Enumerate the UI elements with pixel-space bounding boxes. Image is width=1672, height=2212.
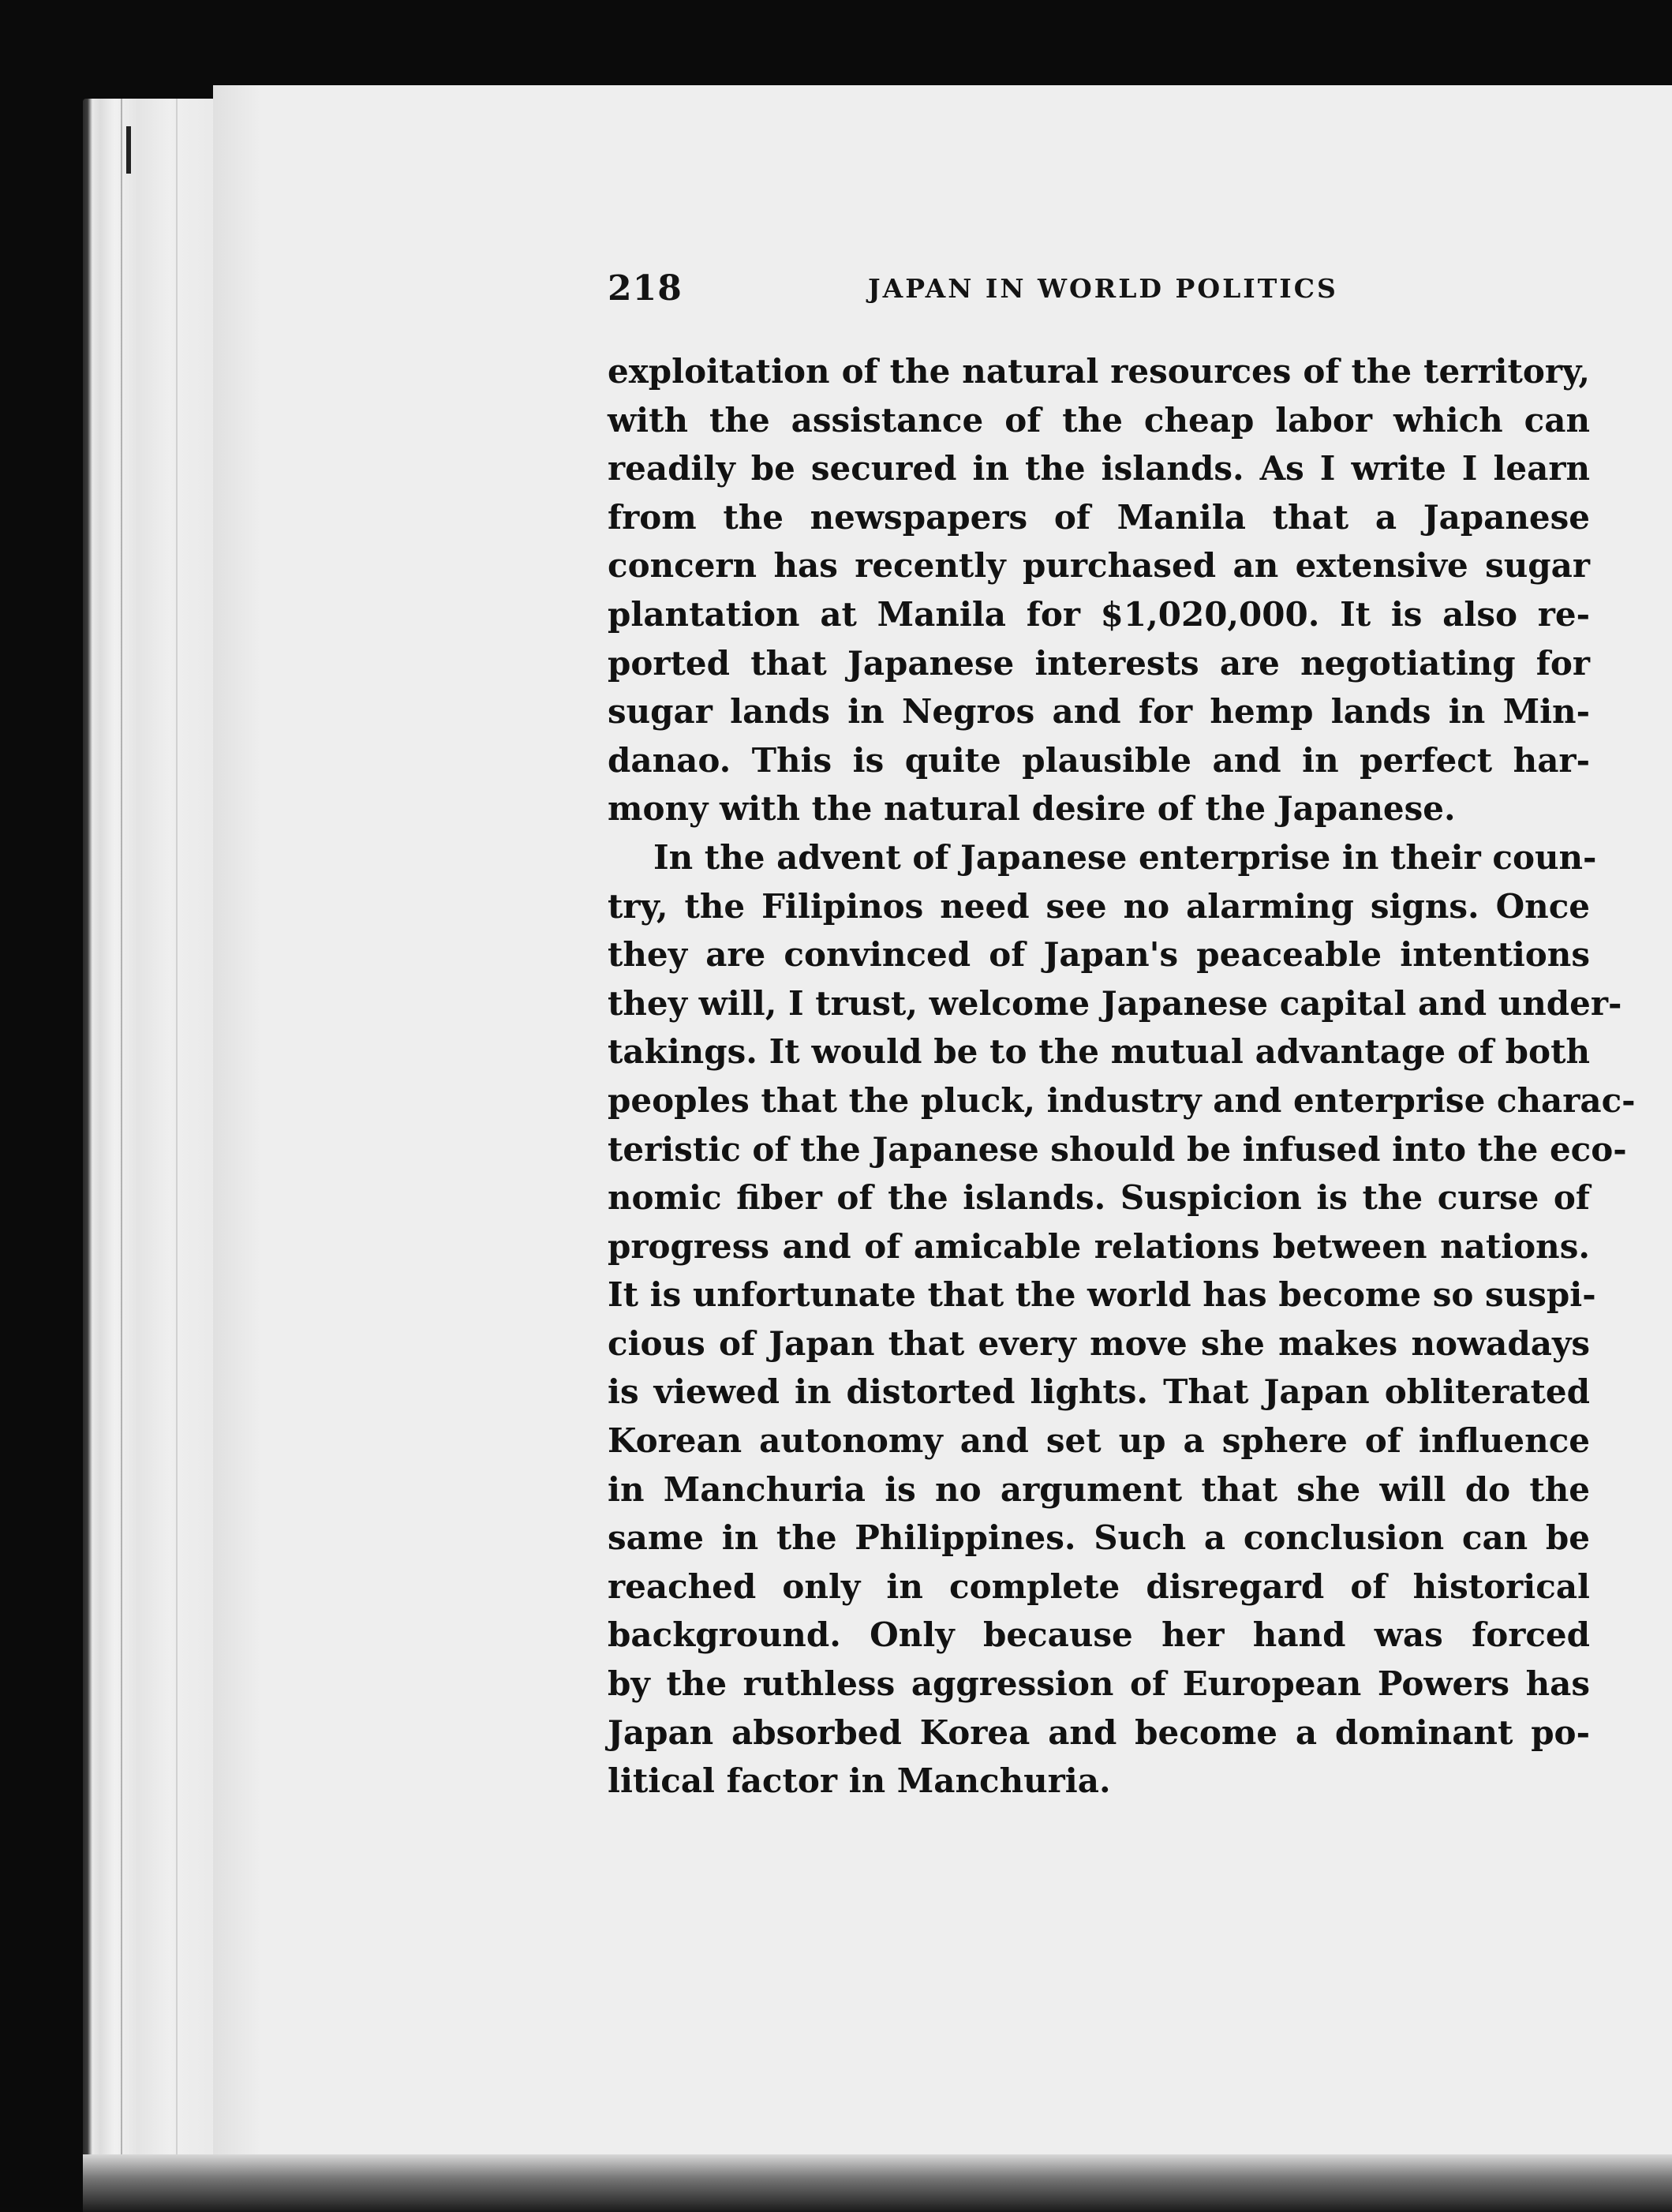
text-line: takings. It would be to the mutual advantage of both [608, 1032, 1590, 1072]
text-line: plantation at Manila for $1,020,000. It is also re- [608, 594, 1590, 634]
page-bottom-shadow [83, 2154, 1672, 2212]
text-line: danao. This is quite plausible and in perfect har- [608, 740, 1590, 780]
text-line: same in the Philippines. Such a conclusion can be [608, 1518, 1590, 1558]
text-line: they are convinced of Japan's peaceable intentions [608, 935, 1590, 975]
text-line: peoples that the pluck, industry and enterprise charac- [608, 1080, 1636, 1120]
paragraph [608, 347, 1590, 833]
text-line: exploitation of the natural resources of the territory, [608, 352, 1590, 391]
text-line: try, the Filipinos need see no alarming signs. Once [608, 886, 1590, 926]
text-line: litical factor in Manchuria. [608, 1761, 1111, 1801]
text-line: concern has recently purchased an extensive sugar [608, 546, 1590, 586]
text-line: reached only in complete disregard of historical [608, 1566, 1590, 1606]
text-line: In the advent of Japanese enterprise in their coun- [653, 837, 1597, 877]
text-line: background. Only because her hand was forced [608, 1615, 1590, 1655]
text-line: by the ruthless aggression of European Powers has [608, 1664, 1590, 1704]
page-number: 218 [608, 268, 683, 309]
text-line: It is unfortunate that the world has become so suspi- [608, 1275, 1596, 1315]
text-line: in Manchuria is no argument that she will do the [608, 1469, 1590, 1509]
text-line: Korean autonomy and set up a sphere of influence [608, 1421, 1590, 1461]
running-head [608, 268, 1397, 316]
book-title: JAPAN IN WORLD POLITICS [868, 273, 1338, 304]
text-line: with the assistance of the cheap labor which can [608, 400, 1590, 440]
text-line: progress and of amicable relations between nations. [608, 1226, 1590, 1266]
text-line: from the newspapers of Manila that a Japanese [608, 497, 1590, 537]
text-line: Japan absorbed Korea and become a dominant po- [608, 1712, 1590, 1752]
text-line: they will, I trust, welcome Japanese capital and under- [608, 983, 1622, 1023]
text-line: nomic fiber of the islands. Suspicion is the curse of [608, 1178, 1590, 1218]
text-line: is viewed in distorted lights. That Japan obliterated [608, 1372, 1590, 1412]
body-text [608, 347, 1636, 1806]
text-line: teristic of the Japanese should be infused into the eco- [608, 1129, 1627, 1169]
text-line: readily be secured in the islands. As I write I learn [608, 449, 1590, 488]
text-line: ported that Japanese interests are negotiating for [608, 643, 1590, 683]
text-line: cious of Japan that every move she makes nowadays [608, 1323, 1590, 1363]
text-line: sugar lands in Negros and for hemp lands in Min- [608, 692, 1590, 732]
binding-mark [126, 126, 131, 174]
paragraph [608, 833, 1636, 1806]
text-line: mony with the natural desire of the Japanese. [608, 789, 1456, 829]
